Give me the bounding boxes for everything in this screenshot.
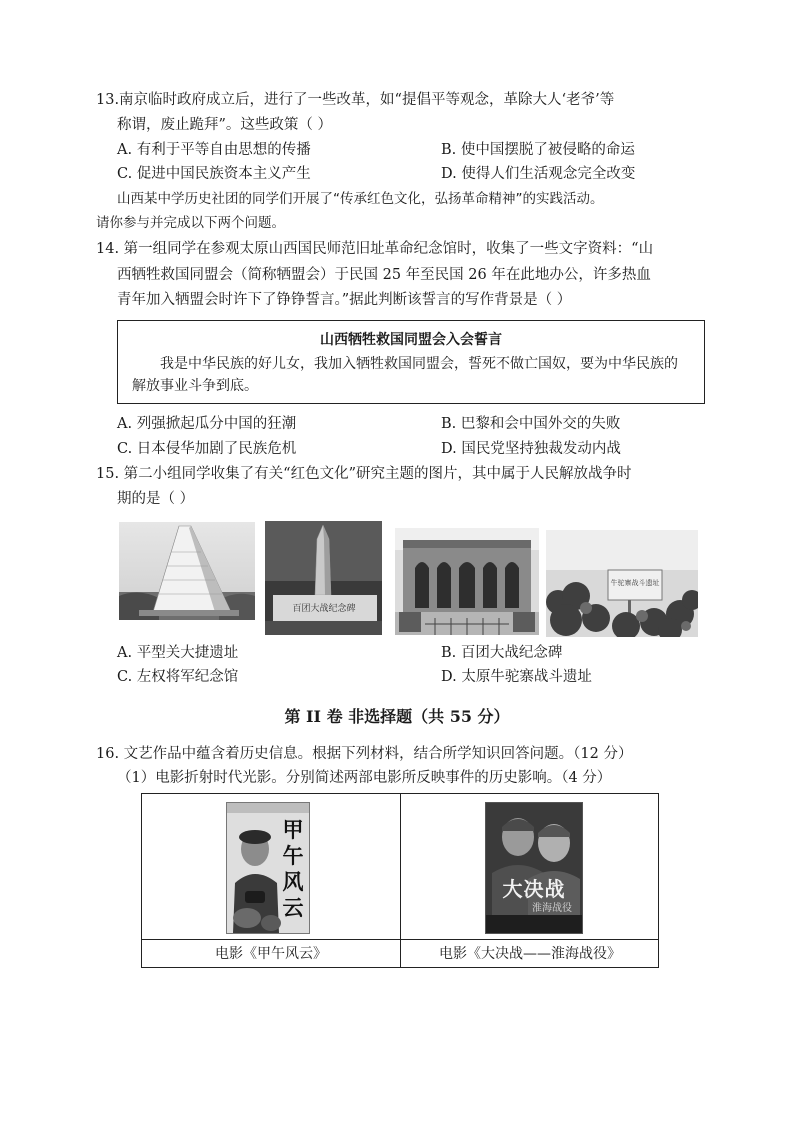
- film-table: [141, 793, 659, 968]
- q15-line2: 期的是（ ）: [117, 491, 195, 507]
- q16-line1: 16. 文艺作品中蕴含着历史信息。根据下列材料，结合所学知识回答问题。（12 分）: [96, 746, 633, 762]
- film-cell-juezhan: [401, 794, 659, 939]
- photo-pingxingguan-memorial: [119, 522, 255, 620]
- film-caption-juezhan: 电影《大决战——淮海战役》: [401, 939, 659, 968]
- q15-option-a: A. 平型关大捷遗址: [117, 645, 239, 661]
- q13-option-d: D. 使得人们生活观念完全改变: [441, 166, 636, 182]
- q13-option-b: B. 使中国摆脱了被侵略的命运: [441, 142, 635, 158]
- q15-option-b: B. 百团大战纪念碑: [441, 645, 563, 661]
- film-cell-jiawu: [142, 794, 400, 939]
- poster-jiawu-char-3: 风: [282, 870, 304, 894]
- oath-body: 我是中华民族的好儿女，我加入牺牲救国同盟会，誓死不做亡国奴，要为中华民族的解放事业斗争到底。: [132, 356, 678, 394]
- photo-baituan-inscription: 百团大战纪念碑: [292, 604, 356, 614]
- intro-line1: 山西某中学历史社团的同学们开展了“传承红色文化，弘扬革命精神”的实践活动。: [117, 191, 604, 207]
- q14-line2: 西牺牲救国同盟会（简称牺盟会）于民国 25 年至民国 26 年在此地办公，许多热血: [117, 267, 651, 283]
- photo-baituan-monument: [265, 521, 382, 635]
- q14-option-b: B. 巴黎和会中国外交的失败: [441, 416, 621, 432]
- q15-option-d: D. 太原牛驼寨战斗遗址: [441, 669, 592, 685]
- q15-option-c: C. 左权将军纪念馆: [117, 669, 239, 685]
- q14-line3: 青年加入牺盟会时许下了铮铮誓言。”据此判断该誓言的写作背景是（ ）: [117, 292, 572, 308]
- poster-jiawu-char-4: 云: [282, 896, 304, 920]
- q15-line1: 15. 第二小组同学收集了有关“红色文化”研究主题的图片，其中属于人民解放战争时: [96, 466, 632, 482]
- section-2-title: 第 II 卷 非选择题（共 55 分）: [284, 707, 510, 726]
- intro-line2: 请你参与并完成以下两个问题。: [96, 215, 285, 231]
- photo-zuoquan-memorial-hall: [395, 528, 539, 635]
- photo-niutuozhai-sign-text: 牛驼寨战斗遗址: [610, 579, 660, 587]
- poster-jiawu-char-1: 甲: [282, 818, 304, 842]
- poster-juezhan: [485, 802, 583, 934]
- poster-jiawu-char-2: 午: [282, 844, 304, 868]
- poster-jiawu: [226, 802, 310, 934]
- q16-sub1: （1）电影折射时代光影。分别简述两部电影所反映事件的历史影响。（4 分）: [117, 770, 612, 786]
- q13-option-a: A. 有利于平等自由思想的传播: [117, 142, 311, 158]
- q14-option-d: D. 国民党坚持独裁发动内战: [441, 441, 621, 457]
- film-caption-jiawu: 电影《甲午风云》: [142, 939, 400, 968]
- poster-juezhan-subtitle: 淮海战役: [532, 903, 572, 914]
- oath-title: 山西牺牲救国同盟会入会誓言: [320, 332, 502, 348]
- q14-option-c: C. 日本侵华加剧了民族危机: [117, 441, 297, 457]
- q13-option-c: C. 促进中国民族资本主义产生: [117, 166, 311, 182]
- q13-line2: 称谓，废止跪拜”。这些政策（ ）: [117, 117, 333, 133]
- q13-line1: 13.南京临时政府成立后，进行了一些改革，如“提倡平等观念，革除大人‘老爷’等: [96, 92, 615, 108]
- oath-box: [117, 320, 705, 404]
- q14-line1: 14. 第一组同学在参观太原山西国民师范旧址革命纪念馆时，收集了一些文字资料：“山: [96, 241, 654, 257]
- q14-option-a: A. 列强掀起瓜分中国的狂潮: [117, 416, 297, 432]
- poster-juezhan-title: 大决战: [502, 877, 566, 901]
- photo-niutuozhai-battle-site: [546, 530, 698, 637]
